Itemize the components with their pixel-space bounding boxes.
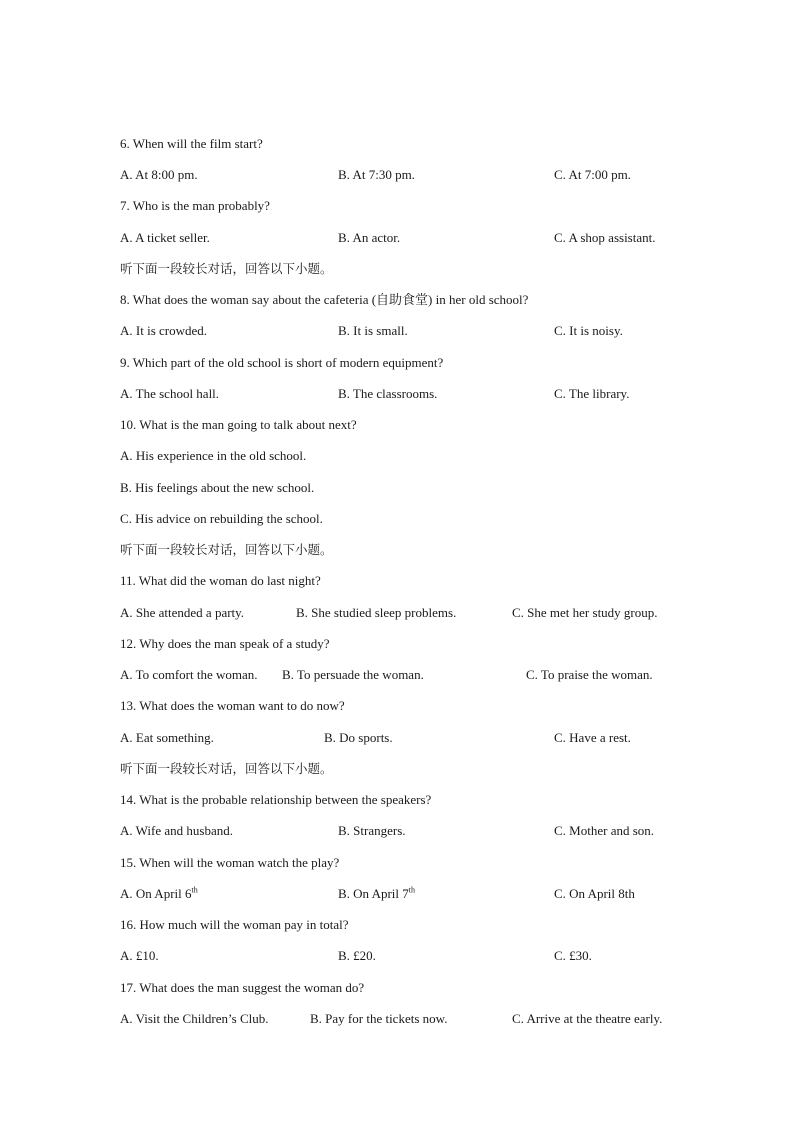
q14-option-a: A. Wife and husband. bbox=[120, 823, 233, 838]
q15-option-b bbox=[338, 886, 415, 902]
q12-option-c: C. To praise the woman. bbox=[526, 667, 653, 682]
q9-option-a: A. The school hall. bbox=[120, 386, 220, 401]
q7-option-a: A. A ticket seller. bbox=[120, 230, 210, 245]
question-14: 14. What is the probable relationship between the speakers? bbox=[120, 792, 432, 807]
q11-option-a: A. She attended a party. bbox=[120, 605, 245, 620]
question-9: 9. Which part of the old school is short of modern equipment? bbox=[120, 355, 444, 370]
q9-option-c: C. The library. bbox=[554, 386, 630, 401]
q10-option-b: B. His feelings about the new school. bbox=[120, 480, 315, 495]
question-11: 11. What did the woman do last night? bbox=[120, 573, 321, 588]
section-instruction-3: 听下面一段较长对话，回答以下小题。 bbox=[120, 761, 333, 776]
q15-option-a-superscript: th bbox=[191, 885, 198, 895]
question-13: 13. What does the woman want to do now? bbox=[120, 698, 345, 713]
q13-option-a: A. Eat something. bbox=[120, 730, 214, 745]
q7-option-b: B. An actor. bbox=[338, 230, 401, 245]
q11-option-c: C. She met her study group. bbox=[512, 605, 658, 620]
q13-option-c: C. Have a rest. bbox=[554, 730, 631, 745]
q17-option-b: B. Pay for the tickets now. bbox=[310, 1011, 448, 1026]
q16-option-a: A. £10. bbox=[120, 948, 159, 963]
question-15: 15. When will the woman watch the play? bbox=[120, 855, 340, 870]
q8-option-c: C. It is noisy. bbox=[554, 323, 623, 338]
q17-option-c: C. Arrive at the theatre early. bbox=[512, 1011, 663, 1026]
q16-option-c: C. £30. bbox=[554, 948, 592, 963]
q7-option-c: C. A shop assistant. bbox=[554, 230, 656, 245]
question-7: 7. Who is the man probably? bbox=[120, 198, 270, 213]
q13-option-b: B. Do sports. bbox=[324, 730, 393, 745]
question-8: 8. What does the woman say about the cafeteria (自助食堂) in her old school? bbox=[120, 292, 529, 307]
q17-option-a: A. Visit the Children’s Club. bbox=[120, 1011, 269, 1026]
question-16: 16. How much will the woman pay in total? bbox=[120, 917, 349, 932]
q15-option-b-superscript: th bbox=[408, 885, 416, 895]
q6-option-c: C. At 7:00 pm. bbox=[554, 167, 631, 182]
q8-option-b: B. It is small. bbox=[338, 323, 408, 338]
q6-option-b: B. At 7:30 pm. bbox=[338, 167, 415, 182]
q15-option-a bbox=[120, 886, 198, 902]
q8-option-a: A. It is crowded. bbox=[120, 323, 208, 338]
q15-option-a-text: A. On April 6 bbox=[120, 886, 192, 901]
q12-option-b: B. To persuade the woman. bbox=[282, 667, 424, 682]
section-instruction-2: 听下面一段较长对话，回答以下小题。 bbox=[120, 542, 333, 557]
q15-option-b-text: B. On April 7 bbox=[338, 886, 409, 901]
q9-option-b: B. The classrooms. bbox=[338, 386, 438, 401]
q10-option-c: C. His advice on rebuilding the school. bbox=[120, 511, 323, 526]
q6-option-a: A. At 8:00 pm. bbox=[120, 167, 198, 182]
question-10: 10. What is the man going to talk about next? bbox=[120, 417, 357, 432]
q14-option-c: C. Mother and son. bbox=[554, 823, 655, 838]
question-12: 12. Why does the man speak of a study? bbox=[120, 636, 330, 651]
q10-option-a: A. His experience in the old school. bbox=[120, 448, 307, 463]
q11-option-b: B. She studied sleep problems. bbox=[296, 605, 457, 620]
question-6: 6. When will the film start? bbox=[120, 136, 263, 151]
q14-option-b: B. Strangers. bbox=[338, 823, 406, 838]
question-17: 17. What does the man suggest the woman do? bbox=[120, 980, 365, 995]
q15-option-c: C. On April 8th bbox=[554, 886, 635, 901]
section-instruction-1: 听下面一段较长对话，回答以下小题。 bbox=[120, 261, 333, 276]
q16-option-b: B. £20. bbox=[338, 948, 376, 963]
q12-option-a: A. To comfort the woman. bbox=[120, 667, 258, 682]
